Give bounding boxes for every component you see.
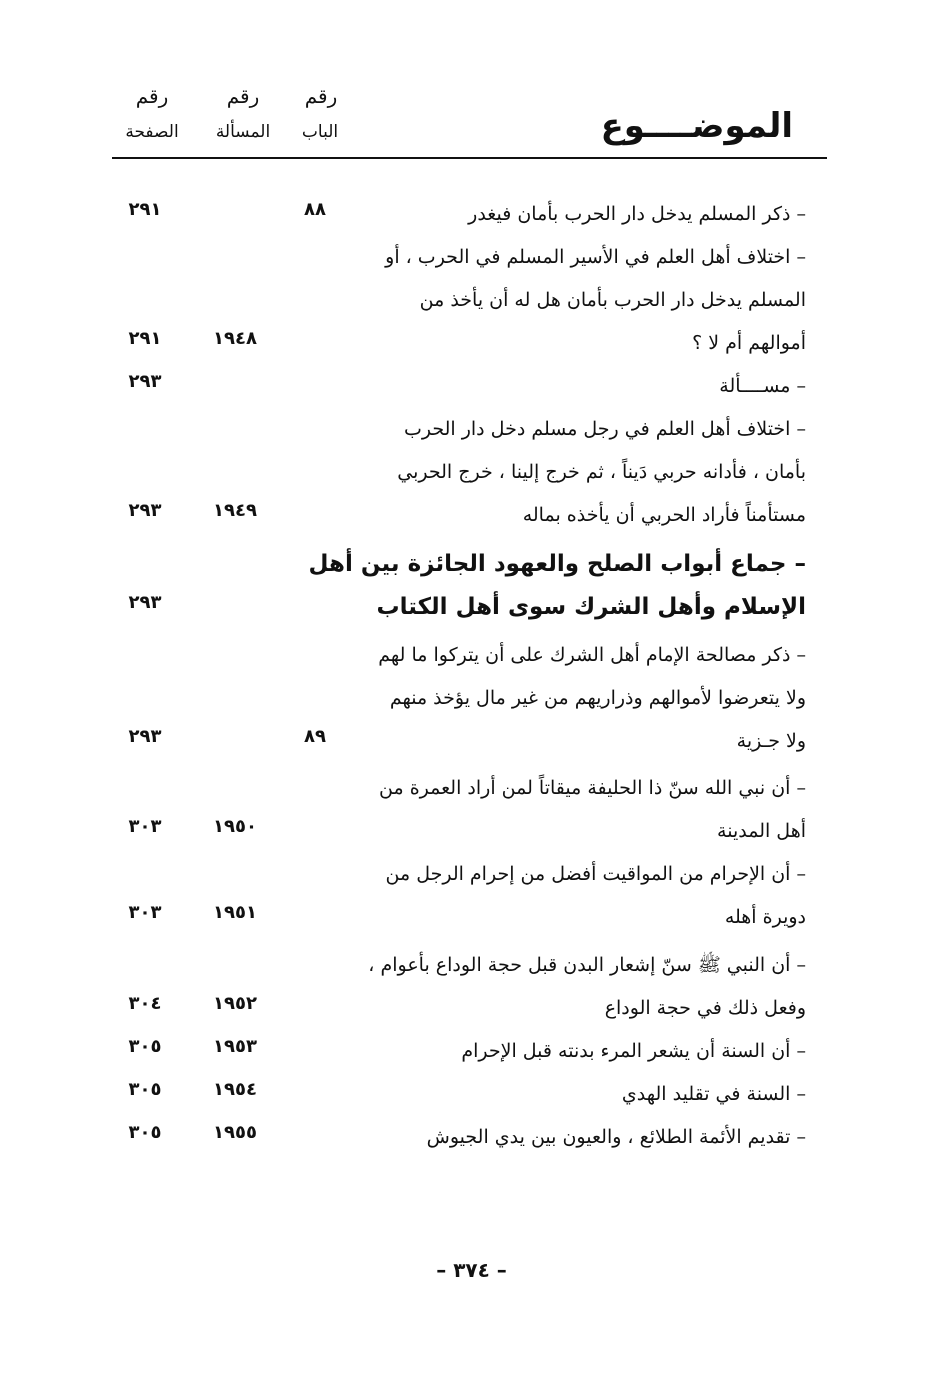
entry-text: الإسلام وأهل الشرك سوى أهل الكتاب [376, 594, 806, 620]
entry-masala-number: ١٩٥٢ [213, 993, 257, 1014]
index-entry [110, 586, 828, 628]
entry-text: – السنة في تقليد الهدي [621, 1083, 806, 1105]
index-entry [110, 896, 828, 938]
page-title: الموضــــوع [600, 106, 793, 146]
entry-text: ولا جـزية [736, 730, 806, 752]
index-entry [110, 767, 828, 809]
entry-text: أهل المدينة [717, 820, 806, 842]
index-entry [110, 677, 828, 719]
index-entry [110, 987, 828, 1029]
index-entry [110, 853, 828, 895]
entry-page-number: ٢٩٣ [128, 726, 162, 747]
index-entry [110, 236, 828, 278]
entry-text: المسلم يدخل دار الحرب بأمان هل له أن يأخذ من [419, 289, 806, 311]
entry-masala-number: ١٩٥٥ [213, 1122, 257, 1143]
index-entry [110, 451, 828, 493]
entry-text: – أن النبي ﷺ سنّ إشعار البدن قبل حجة الوداع بأعوام ، [368, 954, 806, 976]
entry-page-number: ٢٩٣ [128, 592, 162, 613]
entry-page-number: ٣٠٥ [128, 1122, 162, 1143]
entry-page-number: ٣٠٣ [128, 816, 162, 837]
entry-text: أموالهم أم لا ؟ [692, 332, 806, 354]
entry-text: – أن السنة أن يشعر المرء بدنته قبل الإحرام [461, 1040, 806, 1062]
entry-text: – جماع أبواب الصلح والعهود الجائزة بين أهل [308, 551, 806, 577]
index-entry [110, 494, 828, 536]
entry-text: – مســــألة [719, 375, 806, 397]
index-entry [110, 1030, 828, 1072]
index-entry [110, 634, 828, 676]
entry-text: – ذكر المسلم يدخل دار الحرب بأمان فيغدر [468, 203, 806, 225]
entry-text: – أن الإحرام من المواقيت أفضل من إحرام الرجل من [385, 863, 806, 885]
index-entry [110, 365, 828, 407]
index-entry [110, 322, 828, 364]
entry-masala-number: ١٩٤٨ [213, 328, 257, 349]
header-bab-top: رقم [304, 84, 338, 108]
index-entry [110, 944, 828, 986]
index-entry [110, 810, 828, 852]
index-entry [110, 279, 828, 321]
entry-page-number: ٣٠٥ [128, 1036, 162, 1057]
entry-text: وفعل ذلك في حجة الوداع [604, 997, 806, 1019]
header-masala-bottom: المسألة [215, 122, 271, 142]
index-entry [110, 543, 828, 585]
page-number: – ٣٧٤ – [436, 1258, 507, 1282]
entry-page-number: ٣٠٥ [128, 1079, 162, 1100]
entry-text: مستأمناً فأراد الحربي أن يأخذه بماله [522, 504, 806, 526]
entry-masala-number: ١٩٤٩ [213, 500, 257, 521]
header-safha-top: رقم [135, 84, 169, 108]
index-entry [110, 1116, 828, 1158]
entry-text: – تقديم الأئمة الطلائع ، والعيون بين يدي الجيوش [426, 1126, 806, 1148]
entry-page-number: ٢٩١ [128, 328, 162, 349]
index-entry [110, 1073, 828, 1115]
entry-masala-number: ١٩٥١ [213, 902, 257, 923]
entry-text: – ذكر مصالحة الإمام أهل الشرك على أن يتركوا ما لهم [378, 644, 806, 666]
index-entry [110, 408, 828, 450]
entry-text: – أن نبي الله سنّ ذا الحليفة ميقاتاً لمن أراد العمرة من [379, 777, 806, 799]
header-divider [112, 157, 827, 159]
index-entry [110, 720, 828, 762]
entry-page-number: ٢٩٣ [128, 500, 162, 521]
entry-masala-number: ١٩٥٤ [213, 1079, 257, 1100]
entry-masala-number: ١٩٥٣ [213, 1036, 257, 1057]
entry-page-number: ٣٠٣ [128, 902, 162, 923]
entry-page-number: ٣٠٤ [128, 993, 162, 1014]
entry-text: بأمان ، فأدانه حربي دَيناً ، ثم خرج إلينا ، خرج الحربي [397, 461, 806, 483]
entry-bab-number: ٨٨ [304, 199, 326, 220]
entry-text: – اختلاف أهل العلم في الأسير المسلم في الحرب ، أو [385, 246, 806, 268]
entry-text: ولا يتعرضوا لأموالهم وذراريهم من غير مال يؤخذ منهم [389, 687, 806, 709]
entry-text: – اختلاف أهل العلم في رجل مسلم دخل دار الحرب [403, 418, 806, 440]
index-entry [110, 193, 828, 235]
header-safha-bottom: الصفحة [125, 122, 179, 142]
entry-page-number: ٢٩٣ [128, 371, 162, 392]
entry-bab-number: ٨٩ [304, 726, 326, 747]
header-bab-bottom: الباب [301, 122, 339, 142]
header-masala-top: رقم [226, 84, 260, 108]
entry-masala-number: ١٩٥٠ [213, 816, 257, 837]
entry-text: دويرة أهله [724, 906, 806, 928]
entry-page-number: ٢٩١ [128, 199, 162, 220]
